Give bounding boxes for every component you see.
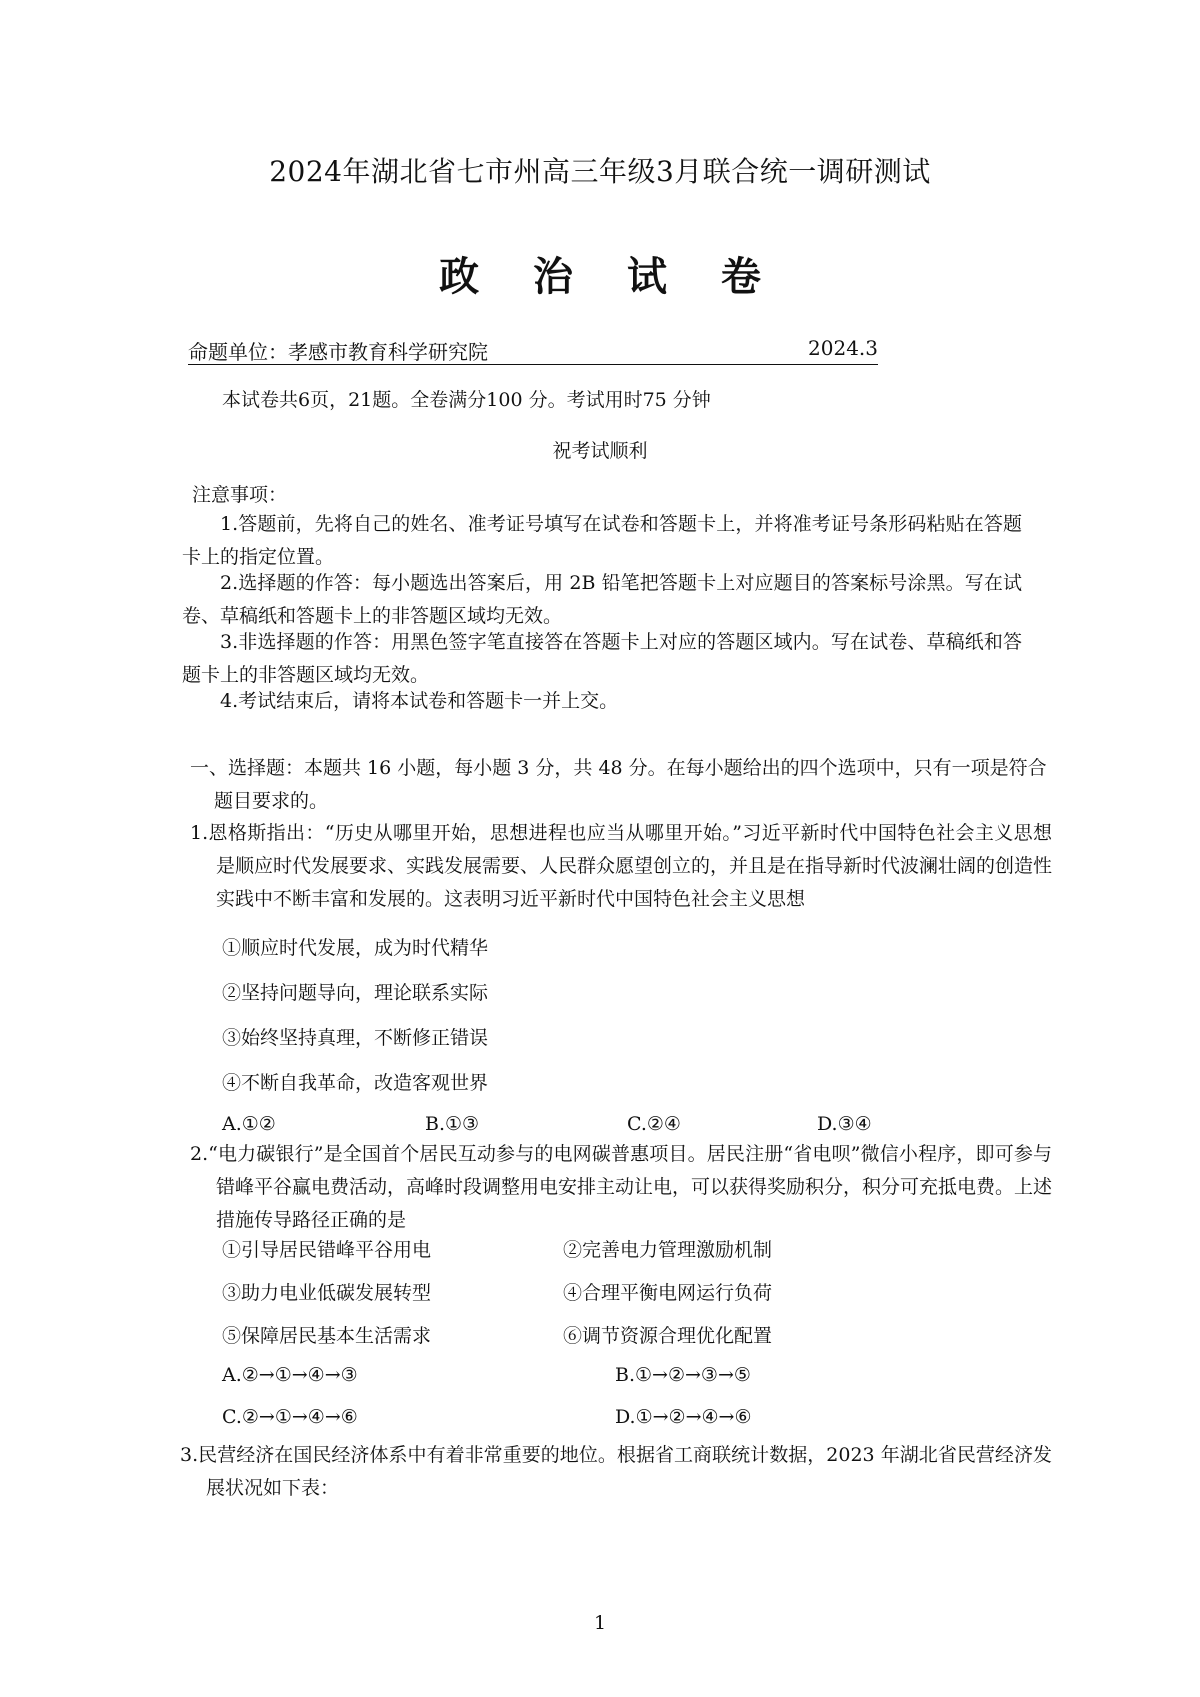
- question-1-option: ③始终坚持真理，不断修正错误: [222, 1027, 489, 1049]
- question-2-answer-c: C.②→①→④→⑥: [222, 1406, 358, 1428]
- notice-item: 3.非选择题的作答：用黑色签字笔直接答在答题卡上对应的答题区域内。写在试卷、草稿纸和答题卡上的非答题区域均无效。: [182, 631, 1022, 686]
- exam-date: 2024.3: [808, 336, 878, 360]
- question-1-option: ②坚持问题导向，理论联系实际: [222, 982, 489, 1004]
- notice-item: 4.考试结束后，请将本试卷和答题卡一并上交。: [220, 690, 619, 712]
- question-1-option: ④不断自我革命，改造客观世界: [222, 1072, 489, 1094]
- notice-item: 1.答题前，先将自己的姓名、准考证号填写在试卷和答题卡上，并将准考证号条形码粘贴在答题卡上的指定位置。: [182, 513, 1022, 568]
- question-1-stem: 1.恩格斯指出：“历史从哪里开始，思想进程也应当从哪里开始。”习近平新时代中国特色社会主义思想是顺应时代发展要求、实践发展需要、人民群众愿望创立的，并且是在指导新时代波澜壮阔的创造性实践中不断丰富和发展的。这表明习近平新时代中国特色社会主义思想: [190, 822, 1053, 910]
- question-2-answer-a: A.②→①→④→③: [222, 1364, 358, 1386]
- exam-title: 2024年湖北省七市州高三年级3月联合统一调研测试: [269, 155, 931, 188]
- question-2-option: ⑤保障居民基本生活需求: [222, 1325, 432, 1347]
- section-heading: 一、选择题：本题共 16 小题，每小题 3 分，共 48 分。在每小题给出的四个选项中，只有一项是符合题目要求的。: [190, 757, 1047, 812]
- question-1-answer-d: D.③④: [817, 1113, 872, 1135]
- question-2-stem: 2.“电力碳银行”是全国首个居民互动参与的电网碳普惠项目。居民注册“省电呗”微信小程序，即可参与错峰平谷赢电费活动，高峰时段调整用电安排主动让电，可以获得奖励积分，积分可充抵电费。上述措施传导路径正确的是: [190, 1143, 1053, 1231]
- notice-heading: 注意事项：: [192, 484, 288, 506]
- question-2-answer-b: B.①→②→③→⑤: [615, 1364, 751, 1386]
- question-2-option: ①引导居民错峰平谷用电: [222, 1239, 432, 1261]
- question-1-answer-b: B.①③: [425, 1113, 480, 1135]
- question-2-option: ②完善电力管理激励机制: [563, 1239, 773, 1261]
- good-luck-text: 祝考试顺利: [552, 440, 648, 462]
- question-2-option: ③助力电业低碳发展转型: [222, 1282, 432, 1304]
- question-1-answer-c: C.②④: [627, 1113, 681, 1135]
- page-number: 1: [593, 1612, 607, 1634]
- question-2-option: ⑥调节资源合理优化配置: [563, 1325, 773, 1347]
- subject-title: 政 治 试 卷: [439, 253, 781, 300]
- notice-item: 2.选择题的作答：每小题选出答案后，用 2B 铅笔把答题卡上对应题目的答案标号涂黑。写在试卷、草稿纸和答题卡上的非答题区域均无效。: [182, 572, 1022, 627]
- setter-line: [188, 336, 878, 365]
- question-1-answer-a: A.①②: [222, 1113, 276, 1135]
- setter-unit: 命题单位：孝感市教育科学研究院: [188, 340, 488, 364]
- question-1-option: ①顺应时代发展，成为时代精华: [222, 937, 489, 959]
- question-2-answer-d: D.①→②→④→⑥: [615, 1406, 752, 1428]
- question-3-stem: 3.民营经济在国民经济体系中有着非常重要的地位。根据省工商联统计数据，2023 年湖北省民营经济发展状况如下表：: [180, 1444, 1052, 1499]
- exam-info: 本试卷共6页，21题。全卷满分100 分。考试用时75 分钟: [222, 389, 711, 411]
- question-2-option: ④合理平衡电网运行负荷: [563, 1282, 773, 1304]
